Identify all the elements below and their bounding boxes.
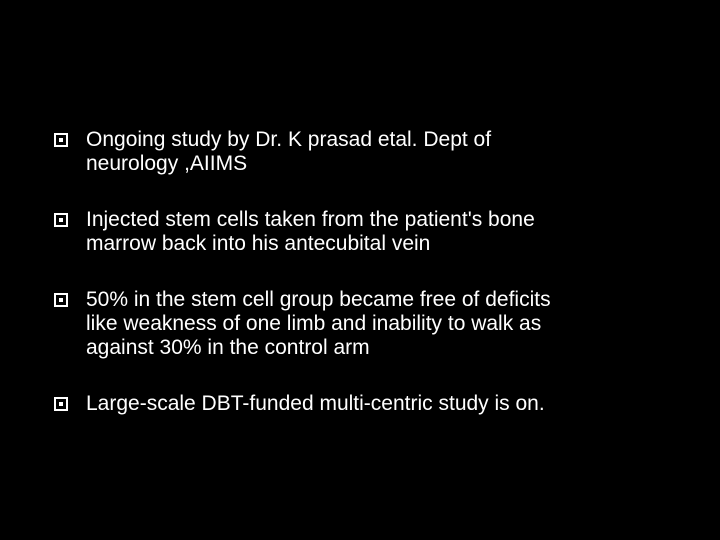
bullet-item-1 — [54, 128, 674, 176]
bullet-item-3 — [54, 288, 674, 360]
bullet-text: 50% in the stem cell group became free of deficits like weakness of one limb and inability to walk as against 30% in the control arm — [86, 288, 551, 359]
bullet-text: Ongoing study by Dr. K prasad etal. Dept of neurology ,AIIMS — [86, 128, 492, 175]
bullet-item-2 — [54, 208, 674, 256]
square-bullet-icon — [54, 133, 68, 147]
square-bullet-icon — [54, 213, 68, 227]
square-bullet-icon — [54, 397, 68, 411]
bullet-item-4 — [54, 392, 674, 416]
square-bullet-icon — [54, 293, 68, 307]
bullet-list — [54, 128, 674, 448]
bullet-text: Large-scale DBT-funded multi-centric study is on. — [86, 392, 545, 415]
bullet-text: Injected stem cells taken from the patient's bone marrow back into his antecubital vein — [86, 208, 535, 255]
